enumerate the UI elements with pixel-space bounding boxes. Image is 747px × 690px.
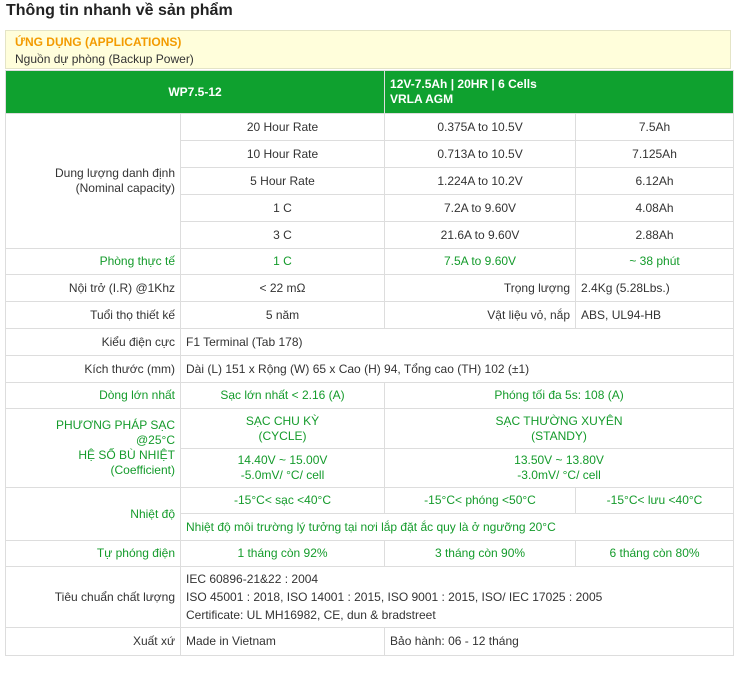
standby-charge-values	[385, 449, 734, 488]
cycle-voltage: 14.40V ~ 15.00V	[237, 453, 328, 467]
internal-resistance-label: Nội trở (I.R) @1Khz	[6, 275, 181, 302]
table-row	[6, 114, 734, 141]
charging-label-line1: PHƯƠNG PHÁP SẠC	[55, 418, 175, 432]
standards-line2: ISO 45001 : 2018, ISO 14001 : 2015, ISO 9001 : 2015, ISO/ IEC 17025 : 2005	[186, 590, 603, 604]
max-current-label: Dòng lớn nhất	[6, 383, 181, 409]
table-header-row	[6, 71, 734, 114]
capacity-current: 0.375A to 10.5V	[385, 114, 576, 141]
origin-value: Made in Vietnam	[181, 628, 385, 656]
dimensions-label: Kích thước (mm)	[6, 356, 181, 383]
spec-summary-cell	[385, 71, 734, 114]
table-row	[6, 383, 734, 409]
cycle-coefficient: -5.0mV/ °C/ cell	[240, 468, 325, 482]
standby-heading-line1: SẠC THƯỜNG XUYÊN	[495, 413, 623, 428]
design-life-label: Tuổi thọ thiết kế	[6, 302, 181, 329]
capacity-current: 1.224A to 10.2V	[385, 168, 576, 195]
charging-label-line3: HỆ SỐ BÙ NHIỆT	[78, 448, 175, 462]
temperature-note: Nhiệt độ môi trường lý tưởng tại nơi lắp đặt ắc quy là ở ngưỡng 20°C	[181, 514, 734, 541]
charging-method-label	[6, 409, 181, 488]
warranty-value: Bảo hành: 06 - 12 tháng	[385, 628, 734, 656]
spec-table	[5, 70, 734, 656]
standards-line1: IEC 60896-21&22 : 2004	[186, 572, 319, 586]
standards-line3: Certificate: UL MH16982, CE, dun & bradstreet	[186, 608, 436, 622]
table-row	[6, 275, 734, 302]
capacity-label	[6, 114, 181, 249]
self-discharge-3-months: 3 tháng còn 90%	[385, 541, 576, 567]
weight-value: 2.4Kg (5.28Lbs.)	[576, 275, 734, 302]
case-material-value: ABS, UL94-HB	[576, 302, 734, 329]
max-charge-current: Sạc lớn nhất < 2.16 (A)	[181, 383, 385, 409]
terminal-label: Kiểu điện cực	[6, 329, 181, 356]
capacity-value: 7.125Ah	[576, 141, 734, 168]
capacity-label-line2: (Nominal capacity)	[75, 181, 175, 195]
cycle-heading-line2: (CYCLE)	[258, 428, 307, 443]
charging-label-line4: (Coefficient)	[110, 463, 175, 477]
application-heading: ỨNG DỤNG (APPLICATIONS)	[15, 35, 182, 49]
capacity-label-line1: Dung lượng danh định	[55, 166, 175, 180]
table-row	[6, 329, 734, 356]
standby-voltage: 13.50V ~ 13.80V	[514, 453, 604, 467]
model-cell	[6, 71, 385, 114]
model-name: WP7.5-12	[168, 84, 222, 99]
temperature-charge: -15°C< sạc <40°C	[181, 488, 385, 514]
capacity-value: 4.08Ah	[576, 195, 734, 222]
capacity-rate: 3 C	[181, 222, 385, 249]
table-row	[6, 302, 734, 329]
application-value: Nguồn dự phòng (Backup Power)	[15, 52, 194, 66]
capacity-rate: 10 Hour Rate	[181, 141, 385, 168]
temperature-discharge: -15°C< phóng <50°C	[385, 488, 576, 514]
case-material-label: Vật liệu vỏ, nắp	[385, 302, 576, 329]
table-row	[6, 356, 734, 383]
standards-label: Tiêu chuẩn chất lượng	[6, 567, 181, 628]
capacity-rate: 5 Hour Rate	[181, 168, 385, 195]
temperature-label: Nhiệt độ	[6, 488, 181, 541]
temperature-storage: -15°C< lưu <40°C	[576, 488, 734, 514]
capacity-current: 0.713A to 10.5V	[385, 141, 576, 168]
self-discharge-6-months: 6 tháng còn 80%	[576, 541, 734, 567]
spec-summary-line2: VRLA AGM	[390, 92, 454, 106]
real-discharge-rate: 1 C	[181, 249, 385, 275]
capacity-current: 7.2A to 9.60V	[385, 195, 576, 222]
terminal-value: F1 Terminal (Tab 178)	[181, 329, 734, 356]
capacity-value: 6.12Ah	[576, 168, 734, 195]
capacity-value: 2.88Ah	[576, 222, 734, 249]
weight-label: Trọng lượng	[385, 275, 576, 302]
cycle-charge-heading	[181, 409, 385, 449]
real-discharge-time: ~ 38 phút	[576, 249, 734, 275]
cycle-charge-values	[181, 449, 385, 488]
capacity-rate: 20 Hour Rate	[181, 114, 385, 141]
max-discharge-current: Phóng tối đa 5s: 108 (A)	[385, 383, 734, 409]
spec-summary-line1: 12V-7.5Ah | 20HR | 6 Cells	[390, 77, 537, 91]
capacity-rate: 1 C	[181, 195, 385, 222]
capacity-current: 21.6A to 9.60V	[385, 222, 576, 249]
internal-resistance-value: < 22 mΩ	[181, 275, 385, 302]
self-discharge-1-month: 1 tháng còn 92%	[181, 541, 385, 567]
self-discharge-label: Tự phóng điện	[6, 541, 181, 567]
standby-heading-line2: (STANDY)	[531, 428, 587, 443]
charging-label-line2: @25°C	[136, 433, 175, 447]
table-row	[6, 567, 734, 628]
table-row	[6, 541, 734, 567]
page-title: Thông tin nhanh về sản phẩm	[6, 2, 233, 19]
table-row	[6, 488, 734, 514]
real-discharge-current: 7.5A to 9.60V	[385, 249, 576, 275]
table-row	[6, 628, 734, 656]
table-row	[6, 409, 734, 449]
real-discharge-label: Phòng thực tế	[6, 249, 181, 275]
standards-value	[181, 567, 734, 628]
origin-label: Xuất xứ	[6, 628, 181, 656]
table-row	[6, 249, 734, 275]
dimensions-value: Dài (L) 151 x Rộng (W) 65 x Cao (H) 94, Tổng cao (TH) 102 (±1)	[181, 356, 734, 383]
cycle-heading-line1: SẠC CHU KỲ	[245, 413, 320, 428]
standby-charge-heading	[385, 409, 734, 449]
standby-coefficient: -3.0mV/ °C/ cell	[517, 468, 601, 482]
design-life-value: 5 năm	[181, 302, 385, 329]
capacity-value: 7.5Ah	[576, 114, 734, 141]
application-box	[5, 30, 731, 69]
